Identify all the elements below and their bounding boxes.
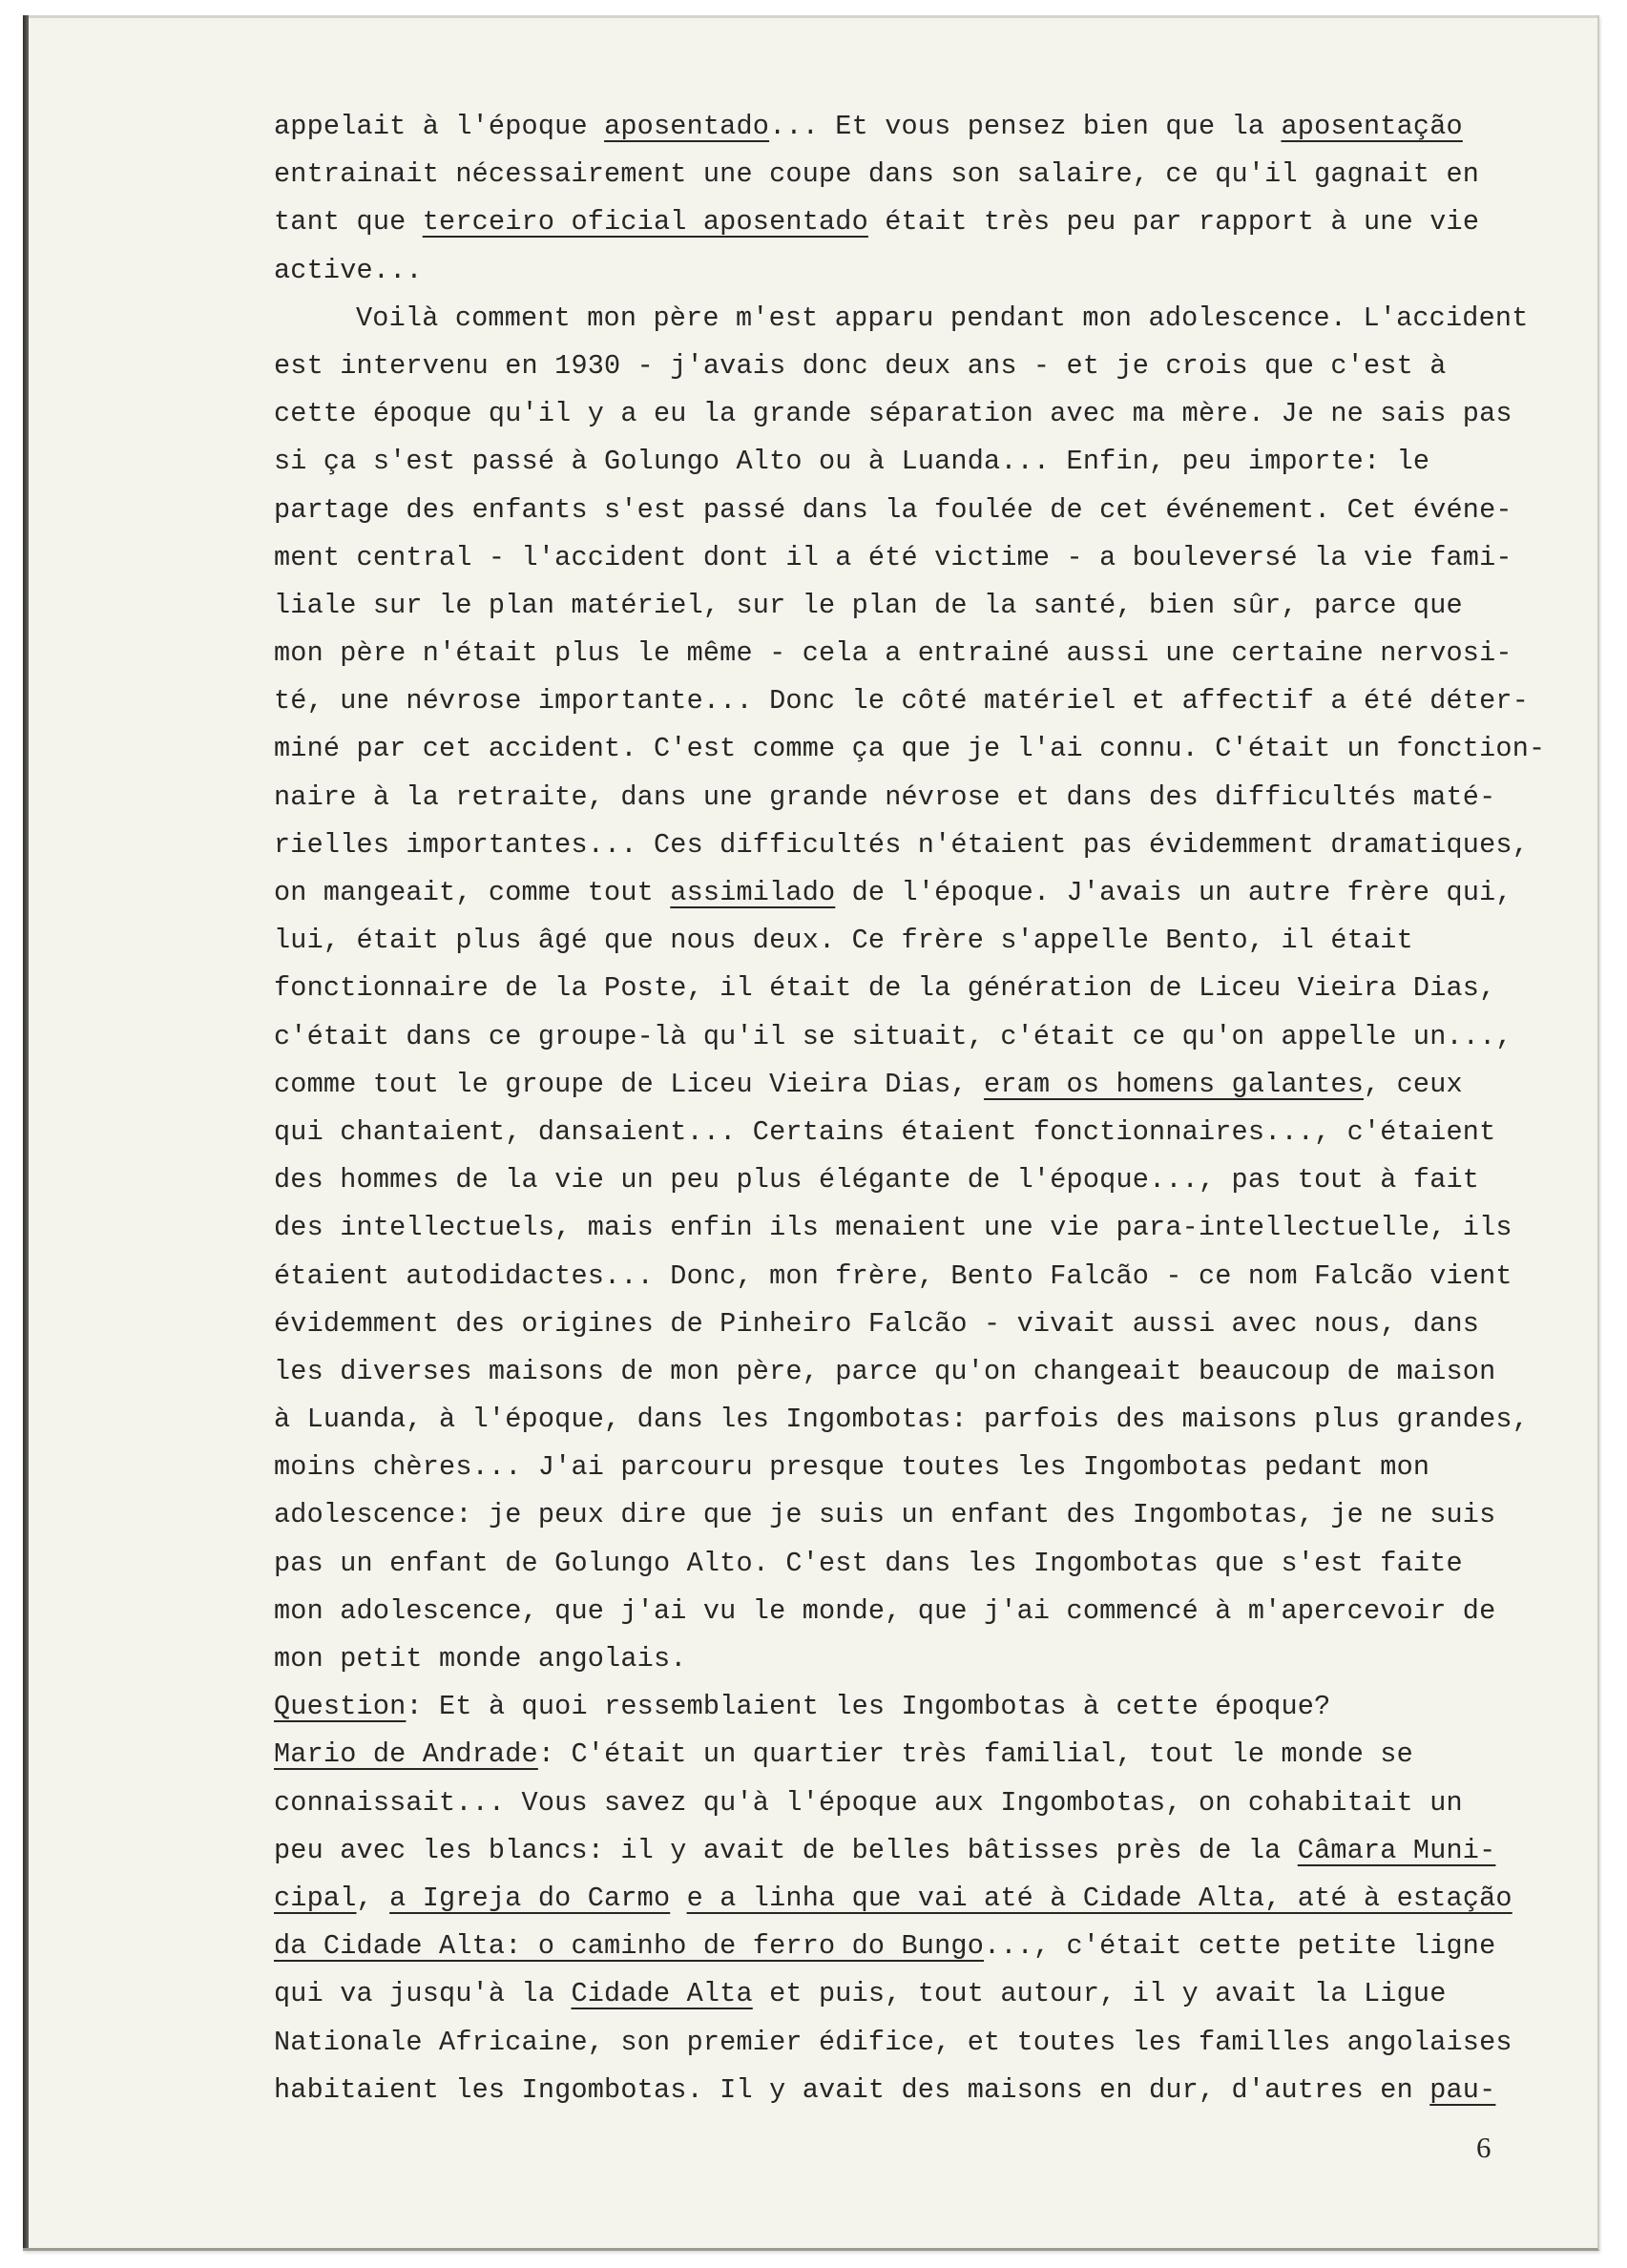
- underlined-text: eram os homens galantes: [984, 1068, 1364, 1100]
- text-line: [274, 103, 1581, 151]
- text-line: [274, 390, 1581, 438]
- line-text: qui chantaient, dansaient... Certains étaient fonctionnaires..., c'étaient: [274, 1115, 1496, 1148]
- text-line: [274, 1300, 1581, 1348]
- underlined-text: assimilado: [670, 877, 836, 908]
- text-line: [274, 1253, 1581, 1300]
- line-text: cette époque qu'il y a eu la grande séparation avec ma mère. Je ne sais pas: [274, 398, 1512, 430]
- text-line: [274, 725, 1581, 773]
- line-text: Voilà comment mon père m'est apparu pendant mon adolescence. L'accident: [356, 302, 1529, 334]
- text-line: [274, 1827, 1581, 1875]
- line-text: [670, 1883, 686, 1914]
- line-text: mon père n'était plus le même - cela a entrainé aussi une certaine nervosi-: [274, 637, 1512, 670]
- line-text: si ça s'est passé à Golungo Alto ou à Luanda... Enfin, peu importe: le: [274, 446, 1430, 478]
- underlined-text: cipal: [274, 1882, 357, 1914]
- line-text: Nationale Africaine, son premier édifice, et toutes les familles angolaises: [274, 2026, 1512, 2058]
- line-text: té, une névrose importante... Donc le côté matériel et affectif a été déter-: [274, 685, 1530, 718]
- text-line: [274, 534, 1581, 582]
- underlined-text: Mario de Andrade: [274, 1738, 538, 1771]
- text-line: [274, 1970, 1581, 2018]
- line-text: appelait à l'époque: [274, 111, 605, 142]
- line-text: on mangeait, comme tout: [274, 877, 671, 908]
- text-line: [274, 343, 1581, 390]
- text-line: [274, 487, 1581, 534]
- underlined-text: e a linha que vai até à Cidade Alta, até à estação: [686, 1882, 1512, 1914]
- line-text: tant que: [274, 206, 423, 239]
- line-text: , ceux: [1364, 1068, 1463, 1100]
- line-text: entrainait nécessairement une coupe dans son salaire, ce qu'il gagnait en: [274, 158, 1480, 191]
- line-text: moins chères... J'ai parcouru presque toutes les Ingombotas pedant mon: [274, 1451, 1430, 1484]
- text-line: [274, 198, 1581, 246]
- line-text: naire à la retraite, dans une grande névrose et dans des difficultés maté-: [274, 780, 1496, 813]
- line-text: c'était dans ce groupe-là qu'il se situait, c'était ce qu'on appelle un...,: [274, 1020, 1512, 1052]
- text-line: [274, 965, 1581, 1012]
- line-text: : Et à quoi ressemblaient les Ingombotas à cette époque?: [406, 1691, 1331, 1723]
- line-text: des intellectuels, mais enfin ils menaient une vie para-intellectuelle, ils: [274, 1212, 1512, 1244]
- line-text: des hommes de la vie un peu plus élégante de l'époque..., pas tout à fait: [274, 1164, 1480, 1196]
- text-line: [274, 1109, 1581, 1156]
- text-line: [274, 438, 1581, 486]
- text-line: [274, 1588, 1581, 1635]
- line-text: ... Et vous pensez bien que la: [769, 111, 1282, 142]
- line-text: est intervenu en 1930 - j'avais donc deux ans - et je crois que c'est à: [274, 349, 1447, 382]
- underlined-text: Question: [274, 1691, 407, 1723]
- underlined-text: a Igreja do Carmo: [389, 1882, 671, 1914]
- text-line: [274, 1875, 1581, 1923]
- line-text: mon adolescence, que j'ai vu le monde, que j'ai commencé à m'apercevoir de: [274, 1594, 1496, 1627]
- text-line: [274, 1683, 1581, 1731]
- underlined-text: da Cidade Alta: o caminho de ferro do Bungo: [274, 1930, 985, 1963]
- line-text: évidemment des origines de Pinheiro Falcão - vivait aussi avec nous, dans: [274, 1307, 1480, 1340]
- text-line: [274, 1396, 1581, 1444]
- underlined-text: aposentado: [604, 111, 770, 142]
- text-line: [274, 1013, 1581, 1061]
- line-text: à Luanda, à l'époque, dans les Ingombotas: parfois des maisons plus grandes,: [274, 1404, 1530, 1436]
- underlined-text: Cidade Alta: [571, 1978, 753, 2010]
- line-text: : C'était un quartier très familial, tout le monde se: [537, 1738, 1413, 1771]
- line-text: peu avec les blancs: il y avait de belles bâtisses près de la: [274, 1834, 1298, 1866]
- line-text: connaissait... Vous savez qu'à l'époque aux Ingombotas, on cohabitait un: [274, 1786, 1463, 1819]
- line-text: et puis, tout autour, il y avait la Ligue: [752, 1978, 1447, 2010]
- underlined-text: Câmara Muni-: [1297, 1834, 1496, 1866]
- line-text: ment central - l'accident dont il a été victime - a bouleversé la vie fami-: [274, 541, 1512, 573]
- typewritten-body-text: [274, 103, 1581, 2114]
- line-text: ,: [356, 1882, 390, 1914]
- line-text: habitaient les Ingombotas. Il y avait des maisons en dur, d'autres en: [274, 2073, 1430, 2106]
- text-line: [274, 2019, 1581, 2067]
- text-line: [274, 630, 1581, 677]
- line-text: les diverses maisons de mon père, parce qu'on changeait beaucoup de maison: [274, 1355, 1496, 1387]
- text-line: [274, 1635, 1581, 1683]
- text-line: [274, 1204, 1581, 1252]
- text-line: [274, 1348, 1581, 1396]
- line-text: miné par cet accident. C'est comme ça que je l'ai connu. C'était un fonction-: [274, 733, 1546, 765]
- line-text: qui va jusqu'à la: [274, 1978, 572, 2010]
- text-line: [274, 917, 1581, 965]
- text-line: [274, 2067, 1581, 2114]
- text-line: [274, 1731, 1581, 1779]
- line-text: partage des enfants s'est passé dans la foulée de cet événement. Cet événe-: [274, 493, 1512, 526]
- line-text: liale sur le plan matériel, sur le plan de la santé, bien sûr, parce que: [274, 589, 1463, 621]
- text-line: [274, 677, 1581, 725]
- text-line: [274, 869, 1581, 917]
- line-text: de l'époque. J'avais un autre frère qui,: [835, 877, 1512, 908]
- line-text: active...: [274, 254, 423, 286]
- page-number: 6: [1476, 2131, 1491, 2164]
- text-line: [274, 582, 1581, 630]
- text-line: [274, 247, 1581, 295]
- text-line: [274, 295, 1581, 343]
- text-line: [274, 1779, 1581, 1827]
- line-text: étaient autodidactes... Donc, mon frère, Bento Falcão - ce nom Falcão vient: [274, 1259, 1512, 1292]
- line-text: fonctionnaire de la Poste, il était de la génération de Liceu Vieira Dias,: [274, 972, 1496, 1005]
- text-line: [274, 1491, 1581, 1539]
- binding-edge: [23, 15, 29, 2248]
- line-text: comme tout le groupe de Liceu Vieira Dias,: [274, 1068, 985, 1100]
- line-text: ..., c'était cette petite ligne: [984, 1930, 1496, 1963]
- text-line: [274, 822, 1581, 869]
- text-line: [274, 151, 1581, 198]
- line-text: adolescence: je peux dire que je suis un enfant des Ingombotas, je ne suis: [274, 1499, 1496, 1531]
- underlined-text: aposentação: [1281, 111, 1463, 142]
- text-line: [274, 774, 1581, 822]
- text-line: [274, 1061, 1581, 1109]
- text-line: [274, 1156, 1581, 1204]
- text-line: [274, 1444, 1581, 1491]
- text-line: [274, 1540, 1581, 1588]
- paper-top-edge: [29, 15, 1597, 18]
- text-line: [274, 1923, 1581, 1970]
- line-text: pas un enfant de Golungo Alto. C'est dans les Ingombotas que s'est faite: [274, 1547, 1463, 1579]
- line-text: était très peu par rapport à une vie: [867, 206, 1480, 239]
- line-text: lui, était plus âgé que nous deux. Ce frère s'appelle Bento, il était: [274, 925, 1413, 957]
- line-text: rielles importantes... Ces difficultés n'étaient pas évidemment dramatiques,: [274, 828, 1530, 861]
- underlined-text: terceiro oficial aposentado: [422, 206, 868, 239]
- line-text: mon petit monde angolais.: [274, 1643, 687, 1675]
- underlined-text: pau-: [1429, 2073, 1496, 2106]
